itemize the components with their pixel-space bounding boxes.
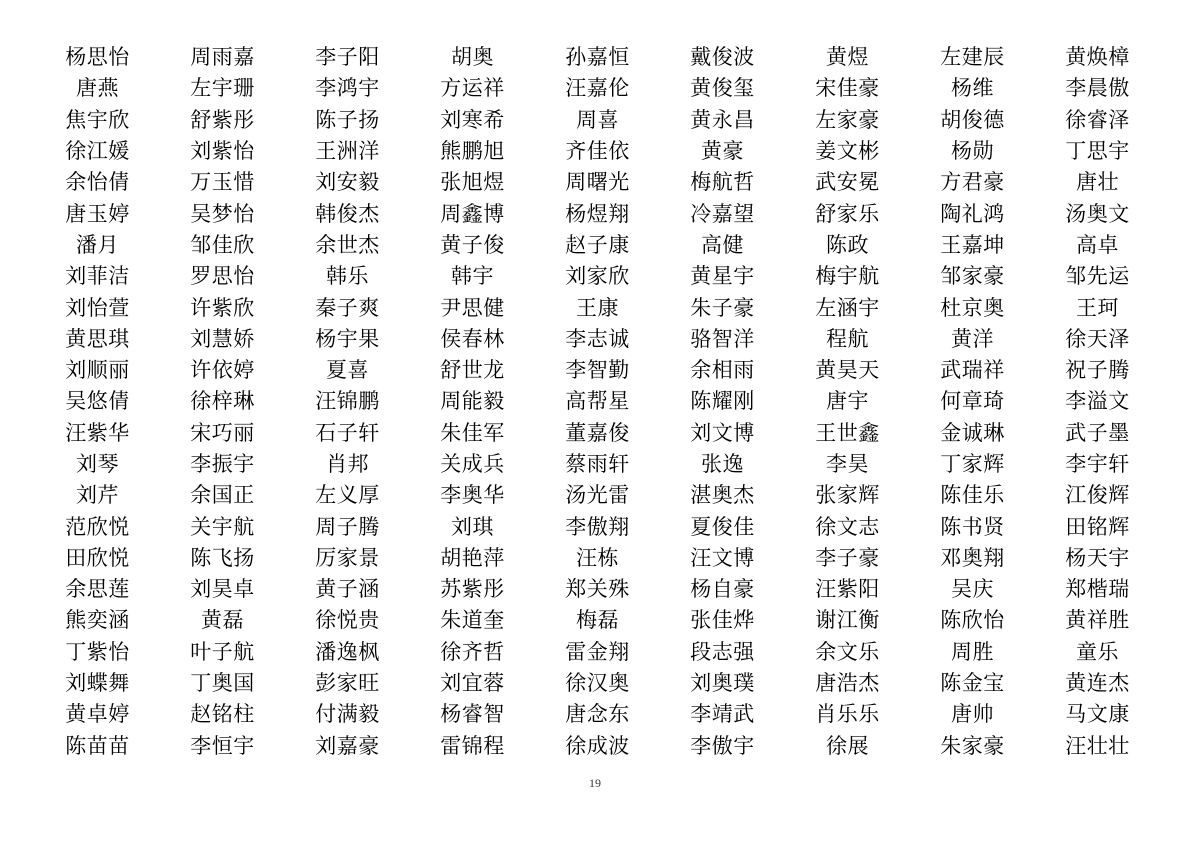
name-cell: 唐帅 xyxy=(951,702,994,727)
name-cell: 汪紫华 xyxy=(65,420,130,445)
name-cell: 黄磊 xyxy=(201,608,244,633)
name-cell: 杨勋 xyxy=(951,139,994,164)
name-cell: 谢江衡 xyxy=(815,608,880,633)
name-cell: 陈欣怡 xyxy=(940,608,1005,633)
name-cell: 吴悠倩 xyxy=(65,389,130,414)
name-cell: 唐燕 xyxy=(76,76,119,101)
name-cell: 舒世龙 xyxy=(440,358,505,383)
name-cell: 焦宇欣 xyxy=(65,107,130,132)
name-cell: 刘顺丽 xyxy=(65,358,130,383)
name-cell: 熊奕涵 xyxy=(65,608,130,633)
name-row xyxy=(35,418,1160,449)
name-cell: 关宇航 xyxy=(190,514,255,539)
name-cell: 黄煜 xyxy=(826,45,869,70)
name-cell: 郑楷瑞 xyxy=(1065,577,1130,602)
name-cell: 刘家欣 xyxy=(565,264,630,289)
name-row xyxy=(35,605,1160,636)
name-cell: 梅航哲 xyxy=(690,170,755,195)
name-cell: 杜京奥 xyxy=(940,295,1005,320)
name-cell: 韩宇 xyxy=(451,264,494,289)
name-row xyxy=(35,261,1160,292)
name-cell: 叶子航 xyxy=(190,639,255,664)
name-cell: 左家豪 xyxy=(815,107,880,132)
name-cell: 陈耀刚 xyxy=(690,389,755,414)
name-row xyxy=(35,731,1160,762)
name-cell: 刘宜蓉 xyxy=(440,671,505,696)
name-cell: 周雨嘉 xyxy=(190,45,255,70)
name-cell: 周曙光 xyxy=(565,170,630,195)
name-cell: 范欣悦 xyxy=(65,514,130,539)
name-cell: 吴庆 xyxy=(951,577,994,602)
name-cell: 湛奥杰 xyxy=(690,483,755,508)
name-cell: 黄子涵 xyxy=(315,577,380,602)
name-cell: 陈飞扬 xyxy=(190,545,255,570)
name-cell: 王世鑫 xyxy=(815,420,880,445)
name-cell: 陶礼鸿 xyxy=(940,201,1005,226)
name-cell: 汪紫阳 xyxy=(815,577,880,602)
name-cell: 陈书贤 xyxy=(940,514,1005,539)
name-cell: 董嘉俊 xyxy=(565,420,630,445)
name-row xyxy=(35,230,1160,261)
name-cell: 周喜 xyxy=(576,107,619,132)
name-cell: 肖乐乐 xyxy=(815,702,880,727)
name-cell: 郑关殊 xyxy=(565,577,630,602)
name-cell: 潘逸枫 xyxy=(315,639,380,664)
name-cell: 余怡倩 xyxy=(65,170,130,195)
name-cell: 左义厚 xyxy=(315,483,380,508)
name-row xyxy=(35,105,1160,136)
name-cell: 刘琴 xyxy=(76,452,119,476)
name-cell: 徐天泽 xyxy=(1065,326,1130,351)
name-cell: 李靖武 xyxy=(690,702,755,727)
name-cell: 刘蝶舞 xyxy=(65,671,130,696)
name-cell: 周能毅 xyxy=(440,389,505,414)
name-cell: 余思莲 xyxy=(65,577,130,602)
name-cell: 李傲宇 xyxy=(690,733,755,758)
name-cell: 刘昊卓 xyxy=(190,577,255,602)
name-cell: 江俊辉 xyxy=(1065,483,1130,508)
name-row xyxy=(35,449,1160,480)
name-cell: 陈金宝 xyxy=(940,671,1005,696)
name-cell: 汤光雷 xyxy=(565,483,630,508)
name-cell: 宋佳豪 xyxy=(815,76,880,101)
name-cell: 刘慧娇 xyxy=(190,326,255,351)
name-cell: 丁家辉 xyxy=(940,452,1005,476)
name-cell: 许紫欣 xyxy=(190,295,255,320)
name-cell: 韩乐 xyxy=(326,264,369,289)
name-cell: 王嘉坤 xyxy=(940,232,1005,257)
name-cell: 骆智洋 xyxy=(690,326,755,351)
name-cell: 石子轩 xyxy=(315,420,380,445)
name-cell: 彭家旺 xyxy=(315,671,380,696)
name-cell: 夏俊佳 xyxy=(690,514,755,539)
name-cell: 齐佳依 xyxy=(565,139,630,164)
name-row xyxy=(35,574,1160,605)
name-cell: 武子墨 xyxy=(1065,420,1130,445)
name-cell: 左宇珊 xyxy=(190,76,255,101)
name-cell: 唐念东 xyxy=(565,702,630,727)
page-number: 19 xyxy=(589,776,601,790)
name-cell: 雷金翔 xyxy=(565,639,630,664)
name-cell: 田欣悦 xyxy=(65,545,130,570)
name-cell: 黄卓婷 xyxy=(65,702,130,727)
name-cell: 汤奥文 xyxy=(1065,201,1130,226)
name-cell: 周胜 xyxy=(951,639,994,664)
name-row xyxy=(35,668,1160,699)
name-cell: 邓奥翔 xyxy=(940,545,1005,570)
name-cell: 黄豪 xyxy=(701,139,744,164)
name-cell: 高帮星 xyxy=(565,389,630,414)
name-cell: 舒家乐 xyxy=(815,201,880,226)
name-cell: 段志强 xyxy=(690,639,755,664)
name-cell: 张家辉 xyxy=(815,483,880,508)
name-cell: 左涵宇 xyxy=(815,295,880,320)
name-cell: 邹家豪 xyxy=(940,264,1005,289)
name-cell: 孙嘉恒 xyxy=(565,45,630,70)
name-cell: 杨思怡 xyxy=(65,45,130,70)
name-cell: 赵子康 xyxy=(565,232,630,257)
name-cell: 罗思怡 xyxy=(190,264,255,289)
name-row xyxy=(35,355,1160,386)
name-cell: 李奥华 xyxy=(440,483,505,508)
name-cell: 丁紫怡 xyxy=(65,639,130,664)
name-row xyxy=(35,136,1160,167)
name-cell: 刘文博 xyxy=(690,420,755,445)
name-cell: 戴俊波 xyxy=(690,45,755,70)
name-cell: 黄洋 xyxy=(951,326,994,351)
name-cell: 黄星宇 xyxy=(690,264,755,289)
name-cell: 徐汉奥 xyxy=(565,671,630,696)
name-cell: 黄昊天 xyxy=(815,358,880,383)
name-cell: 何章琦 xyxy=(940,389,1005,414)
name-cell: 黄永昌 xyxy=(690,107,755,132)
name-list-grid xyxy=(35,42,1160,762)
name-cell: 潘月 xyxy=(76,232,119,257)
name-cell: 徐江媛 xyxy=(65,139,130,164)
name-cell: 徐文志 xyxy=(815,514,880,539)
name-cell: 黄思琪 xyxy=(65,326,130,351)
name-cell: 胡俊德 xyxy=(940,107,1005,132)
name-cell: 陈佳乐 xyxy=(940,483,1005,508)
name-cell: 丁思宇 xyxy=(1065,139,1130,164)
name-cell: 厉家景 xyxy=(315,545,380,570)
name-cell: 刘寒希 xyxy=(440,107,505,132)
name-cell: 刘安毅 xyxy=(315,170,380,195)
name-cell: 冷嘉望 xyxy=(690,201,755,226)
name-cell: 刘嘉豪 xyxy=(315,733,380,758)
name-cell: 苏紫彤 xyxy=(440,577,505,602)
name-row xyxy=(35,198,1160,229)
name-cell: 梅宇航 xyxy=(815,264,880,289)
name-cell: 田铭辉 xyxy=(1065,514,1130,539)
name-row xyxy=(35,386,1160,417)
name-cell: 李傲翔 xyxy=(565,514,630,539)
name-cell: 杨睿智 xyxy=(440,702,505,727)
name-cell: 宋巧丽 xyxy=(190,420,255,445)
name-cell: 邹佳欣 xyxy=(190,232,255,257)
name-cell: 唐壮 xyxy=(1076,170,1119,195)
name-cell: 陈子扬 xyxy=(315,107,380,132)
name-cell: 刘奥璞 xyxy=(690,671,755,696)
name-row xyxy=(35,480,1160,511)
name-cell: 杨天宇 xyxy=(1065,545,1130,570)
name-cell: 万玉惜 xyxy=(190,170,255,195)
name-cell: 舒紫彤 xyxy=(190,107,255,132)
name-cell: 陈苗苗 xyxy=(65,733,130,758)
name-cell: 邹先运 xyxy=(1065,264,1130,289)
name-cell: 李振宇 xyxy=(190,452,255,476)
name-cell: 汪栋 xyxy=(576,545,619,570)
name-cell: 周鑫博 xyxy=(440,201,505,226)
name-cell: 李志诚 xyxy=(565,326,630,351)
name-cell: 余国正 xyxy=(190,483,255,508)
name-cell: 杨宇果 xyxy=(315,326,380,351)
name-cell: 朱家豪 xyxy=(940,733,1005,758)
name-cell: 王康 xyxy=(576,295,619,320)
name-cell: 韩俊杰 xyxy=(315,201,380,226)
name-cell: 付满毅 xyxy=(315,702,380,727)
name-cell: 刘怡萱 xyxy=(65,295,130,320)
name-cell: 童乐 xyxy=(1076,639,1119,664)
name-cell: 祝子腾 xyxy=(1065,358,1130,383)
name-row xyxy=(35,167,1160,198)
name-cell: 武瑞祥 xyxy=(940,358,1005,383)
name-cell: 吴梦怡 xyxy=(190,201,255,226)
name-cell: 汪锦鹏 xyxy=(315,389,380,414)
name-cell: 李智勤 xyxy=(565,358,630,383)
name-cell: 刘琪 xyxy=(451,514,494,539)
name-cell: 李鸿宇 xyxy=(315,76,380,101)
name-cell: 黄连杰 xyxy=(1065,671,1130,696)
name-cell: 蔡雨轩 xyxy=(565,452,630,476)
name-cell: 李子豪 xyxy=(815,545,880,570)
name-cell: 李昊 xyxy=(826,452,869,476)
name-cell: 胡艳萍 xyxy=(440,545,505,570)
name-cell: 唐宇 xyxy=(826,389,869,414)
name-cell: 朱道奎 xyxy=(440,608,505,633)
name-cell: 夏喜 xyxy=(326,358,369,383)
name-row xyxy=(35,73,1160,104)
name-cell: 汪文博 xyxy=(690,545,755,570)
name-cell: 杨自豪 xyxy=(690,577,755,602)
name-cell: 朱佳军 xyxy=(440,420,505,445)
name-cell: 汪嘉伦 xyxy=(565,76,630,101)
name-cell: 胡奥 xyxy=(451,45,494,70)
name-cell: 徐成波 xyxy=(565,733,630,758)
name-cell: 黄子俊 xyxy=(440,232,505,257)
name-cell: 梅磊 xyxy=(576,608,619,633)
name-cell: 余文乐 xyxy=(815,639,880,664)
name-cell: 关成兵 xyxy=(440,452,505,476)
name-cell: 唐浩杰 xyxy=(815,671,880,696)
name-cell: 余世杰 xyxy=(315,232,380,257)
name-cell: 刘芹 xyxy=(76,483,119,508)
name-cell: 秦子爽 xyxy=(315,295,380,320)
name-cell: 李恒宇 xyxy=(190,733,255,758)
name-cell: 高健 xyxy=(701,232,744,257)
name-cell: 徐睿泽 xyxy=(1065,107,1130,132)
name-cell: 黄焕樟 xyxy=(1065,45,1130,70)
name-cell: 周子腾 xyxy=(315,514,380,539)
name-cell: 方君豪 xyxy=(940,170,1005,195)
name-cell: 丁奥国 xyxy=(190,671,255,696)
name-cell: 汪壮壮 xyxy=(1065,733,1130,758)
name-cell: 王珂 xyxy=(1076,295,1119,320)
name-row xyxy=(35,292,1160,323)
name-cell: 李晨傲 xyxy=(1065,76,1130,101)
name-row xyxy=(35,42,1160,73)
name-cell: 许依婷 xyxy=(190,358,255,383)
name-cell: 雷锦程 xyxy=(440,733,505,758)
name-cell: 尹思健 xyxy=(440,295,505,320)
name-cell: 杨维 xyxy=(951,76,994,101)
name-cell: 刘菲洁 xyxy=(65,264,130,289)
name-cell: 方运祥 xyxy=(440,76,505,101)
name-cell: 余相雨 xyxy=(690,358,755,383)
name-cell: 肖邦 xyxy=(326,452,369,476)
name-cell: 武安冕 xyxy=(815,170,880,195)
name-cell: 徐悦贵 xyxy=(315,608,380,633)
name-cell: 李子阳 xyxy=(315,45,380,70)
name-cell: 唐玉婷 xyxy=(65,201,130,226)
name-row xyxy=(35,511,1160,542)
name-cell: 陈政 xyxy=(826,232,869,257)
name-cell: 徐展 xyxy=(826,733,869,758)
name-cell: 侯春林 xyxy=(440,326,505,351)
name-cell: 赵铭柱 xyxy=(190,702,255,727)
name-cell: 张旭煜 xyxy=(440,170,505,195)
name-cell: 王洲洋 xyxy=(315,139,380,164)
name-row xyxy=(35,637,1160,668)
name-row xyxy=(35,324,1160,355)
name-cell: 黄祥胜 xyxy=(1065,608,1130,633)
name-cell: 杨煜翔 xyxy=(565,201,630,226)
name-cell: 金诚琳 xyxy=(940,420,1005,445)
name-cell: 左建辰 xyxy=(940,45,1005,70)
name-row xyxy=(35,543,1160,574)
name-cell: 李溢文 xyxy=(1065,389,1130,414)
name-cell: 刘紫怡 xyxy=(190,139,255,164)
name-cell: 姜文彬 xyxy=(815,139,880,164)
name-cell: 程航 xyxy=(826,326,869,351)
name-cell: 张逸 xyxy=(701,452,744,476)
name-cell: 张佳烨 xyxy=(690,608,755,633)
name-row xyxy=(35,699,1160,730)
name-cell: 熊鹏旭 xyxy=(440,139,505,164)
name-cell: 高卓 xyxy=(1076,232,1119,257)
name-cell: 李宇轩 xyxy=(1065,452,1130,476)
name-cell: 徐梓琳 xyxy=(190,389,255,414)
name-cell: 徐齐哲 xyxy=(440,639,505,664)
name-cell: 马文康 xyxy=(1065,702,1130,727)
name-cell: 黄俊玺 xyxy=(690,76,755,101)
name-cell: 朱子豪 xyxy=(690,295,755,320)
